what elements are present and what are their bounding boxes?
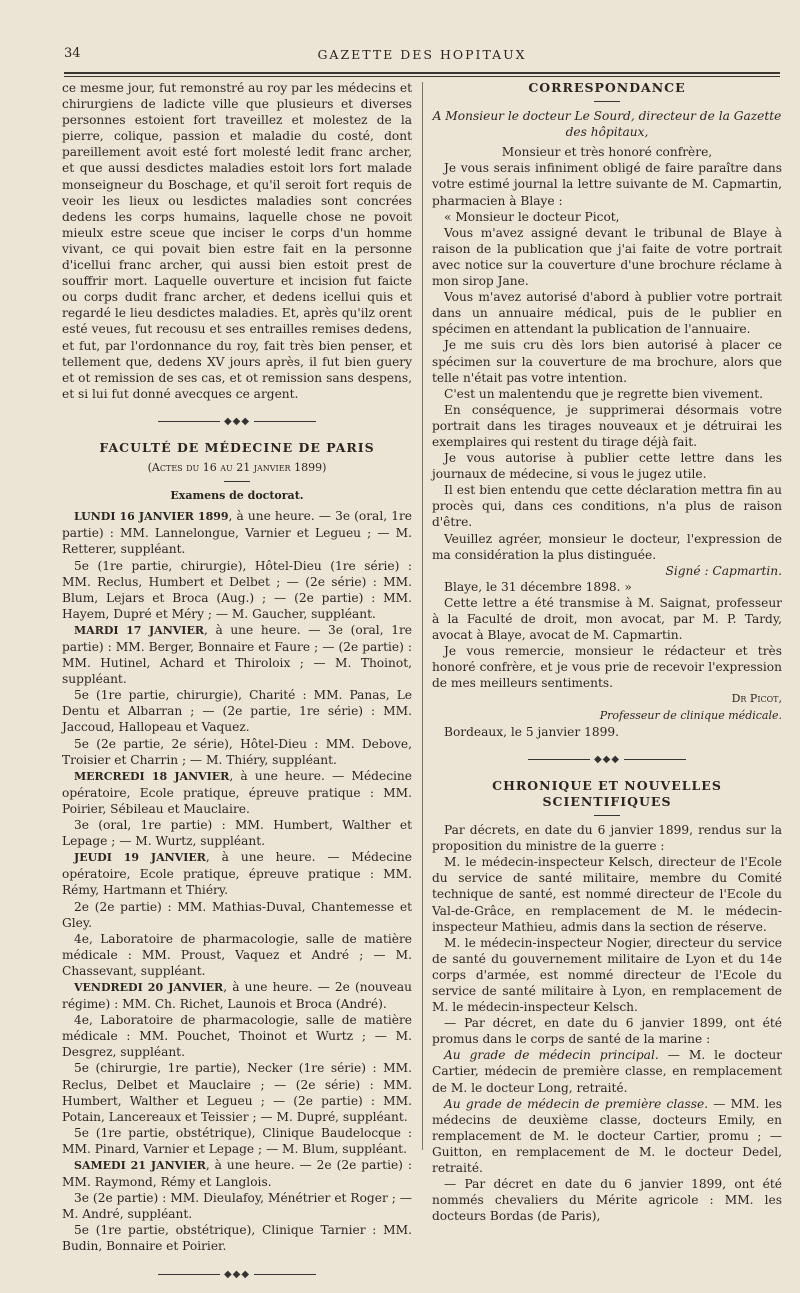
exam-text: , à une heure. — 2e (2e partie) : MM. Raymond, Rémy et Langlois. — [62, 1158, 412, 1190]
exam-text: 5e (1re partie, obstétrique), Clinique Tarnier : MM. Budin, Bonnaire et Poirier. — [62, 1223, 412, 1254]
paragraph: M. le médecin-inspecteur Nogier, directeur du service de santé du gouvernement militaire de Lyon et du 14e corps d'armée, est nommé directeur de l'Ecole du service de santé militaire à Lyon, en remplacement de M. le médecin-inspecteur Kelsch. — [432, 935, 782, 1015]
exams-heading: Examens de doctorat. — [170, 489, 304, 503]
exam-text: , à une heure. — 3e (oral, 1re partie) : MM. Lannelongue, Varnier et Legueu ; — M. Retterer, suppléant. — [62, 509, 412, 557]
exam-entry — [62, 736, 412, 768]
chronicle-heading: CHRONIQUE ET NOUVELLES SCIENTIFIQUES — [492, 777, 722, 809]
ornament-divider: ◆◆◆ — [62, 414, 412, 430]
page-header — [64, 46, 780, 66]
paragraph: — Par décret, en date du 6 janvier 1899, ont été promus dans le corps de santé de la marine : — [432, 1016, 782, 1047]
paragraph: Je me suis cru dès lors bien autorisé à placer ce spécimen sur la couverture de ma brochure, alors que telle n'était pas votre intention. — [432, 338, 782, 385]
exam-text: , à une heure. — 2e (nouveau régime) : MM. Ch. Richet, Launois et Broca (André). — [62, 979, 412, 1012]
exam-text: 2e (2e partie) : MM. Mathias-Duval, Chantemesse et Gley. — [62, 899, 412, 930]
page-number: 34 — [64, 46, 81, 61]
paragraph: Je vous autorise à publier cette lettre dans les journaux de médecine, si vous le jugez utile. — [432, 451, 782, 482]
grade-label-1: Au grade de médecin principal. — [444, 1048, 659, 1063]
short-rule — [594, 815, 620, 816]
exam-entry — [62, 622, 412, 687]
chronicle-body — [432, 822, 782, 1047]
faculty-heading: FACULTÉ DE MÉDECINE DE PARIS — [99, 439, 375, 455]
exam-text: 5e (chirurgie, 1re partie), Necker (1re série) : MM. Reclus, Delbet et Mauclaire ; — (2e série) : MM. Humbert, Walther et Legueu ; — (2e partie) : MM. Potain, Lancereaux et Teissier ; — M. Dupré, suppléant. — [62, 1061, 412, 1124]
exam-text: , à une heure. — 3e (oral, 1re partie) : MM. Berger, Bonnaire et Faure ; — (2e partie) : MM. Hutinel, Achard et Thiroloix ; — M. Thoinot, suppléant. — [62, 622, 412, 687]
exam-entry — [62, 1125, 412, 1157]
exam-entry — [62, 687, 412, 735]
paragraph: Il est bien entendu que cette déclaration mettra fin au procès qui, dans ces conditions, n'a plus de raison d'être. — [432, 483, 782, 530]
exam-text: , à une heure. — Médecine opératoire, Ecole pratique, épreuve pratique : MM. Poirier, Sébileau et Mauclaire. — [62, 768, 412, 816]
paragraph: Veuillez agréer, monsieur le docteur, l'expression de ma considération la plus distinguée. — [432, 531, 782, 562]
exam-entry — [62, 1222, 412, 1254]
exam-entry — [62, 508, 412, 557]
exam-entry — [62, 1060, 412, 1124]
paragraph: En conséquence, je supprimerai désormais votre portrait dans les tirages nouveaux et je détruirai les exemplaires qui restent du tirage déjà fait. — [432, 402, 782, 449]
exam-entry — [62, 768, 412, 817]
exam-text: 4e, Laboratoire de pharmacologie, salle de matière médicale : MM. Pouchet, Thoinot et Wurtz ; — M. Desgrez, suppléant. — [62, 1013, 412, 1060]
paragraph: Cette lettre a été transmise à M. Saignat, professeur à la Faculté de droit, mon avocat, par M. P. Tardy, avocat à Blaye, avocat de M. Capmartin. — [432, 595, 782, 643]
exam-text: 3e (2e partie) : MM. Dieulafoy, Ménétrier et Roger ; — M. André, suppléant. — [62, 1191, 412, 1222]
exam-entry — [62, 849, 412, 898]
exam-day: SAMEDI 21 JANVIER — [74, 1159, 206, 1172]
publication-title: GAZETTE DES HOPITAUX — [317, 47, 527, 62]
exam-entry — [62, 817, 412, 849]
grade-text-1: — M. le docteur Cartier, médecin de première classe, en remplacement de M. le docteur Long, retraité. — [432, 1048, 782, 1095]
letter-place-date: Blaye, le 31 décembre 1898. » — [444, 579, 632, 594]
short-rule — [224, 481, 250, 482]
exam-text: 5e (1re partie, chirurgie), Charité : MM. Panas, Le Dentu et Albarran ; — (2e partie, 1re série) : MM. Jaccoud, Hallopeau et Vaquez. — [62, 688, 412, 735]
exam-text: 3e (oral, 1re partie) : MM. Humbert, Walther et Lepage ; — M. Wurtz, suppléant. — [62, 818, 412, 849]
exam-entry — [62, 1190, 412, 1222]
paragraph: Par décrets, en date du 6 janvier 1899, rendus sur la proposition du ministre de la guerre : — [432, 823, 782, 854]
right-column — [432, 80, 782, 1224]
paragraph: Vous m'avez autorisé d'abord à publier votre portrait dans un annuaire médical, puis de le publier en spécimen en attendant la publication de l'annuaire. — [432, 290, 782, 337]
paragraph: Vous m'avez assigné devant le tribunal de Blaye à raison de la publication que j'ai faite de votre portrait avec notice sur la couverture d'une brochure réclame à mon sirop Jane. — [432, 225, 782, 289]
signature-picot: Dr Picot, — [731, 692, 782, 706]
exam-entry — [62, 558, 412, 622]
letter-place-date-2: Bordeaux, le 5 janvier 1899. — [444, 724, 619, 739]
paragraph: M. le médecin-inspecteur Kelsch, directeur de l'Ecole du service de santé militaire, membre du Comité technique de santé, est nommé directeur de l'Ecole du Val-de-Grâce, en remplacement de M. le médecin-inspecteur Mathieu, admis dans la section de réserve. — [432, 855, 782, 934]
header-rule-thin — [64, 76, 780, 77]
exam-entries — [62, 508, 412, 1254]
historical-text: ce mesme jour, fut remonstré au roy par les médecins et chirurgiens de ladicte ville que plusieurs et diverses personnes estoient fort traveillez et molestez de la pierre, colique, passion et maladie du costé, dont pareillement avoit esté fort molesté ledit franc archer, et que aussi desdictes maladies estoit lors fort malade monseigneur du Boschage, et qu'il seroit fort requis de veoir les lieux ou lesdictes maladies sont concrées dedens les corps humains, laquelle chose ne povoit mieulx estre sceue que inciser le corps d'un homme vivant, ce qui povait bien estre fait en la personne d'icellui franc archer, qui aussi bien estoit prest de souffrir mort. Laquelle ouverture et incision fut faicte ou corps dudit franc archer, et dedens icellui quis et regardé le lieu desdictes maladies. Et, après qu'ilz orent esté veues, fut recousu et ses entrailles remises dedens, et fut, par l'ordonnance du roy, fait très bien penser, et tellement que, dedens XV jours après, il fut bien guery et ot remission de ses cas, et ot remission sans despens, et si lui fut donné avecques ce argent. — [62, 81, 412, 401]
grade-paragraph-2 — [432, 1096, 782, 1176]
exam-entry — [62, 1012, 412, 1060]
chronicle-last-paragraph: — Par décret en date du 6 janvier 1899, ont été nommés chevaliers du Mérite agricole : MM. les docteurs Bordas (de Paris), — [432, 1177, 782, 1224]
short-rule — [594, 101, 620, 102]
grade-label-2: Au grade de médecin de première classe. — [444, 1096, 709, 1111]
grade-paragraph-1 — [432, 1047, 782, 1095]
faculty-subheading: (Actes du 16 au 21 janvier 1899) — [147, 461, 327, 475]
ornament-divider: ◆◆◆ — [62, 1267, 412, 1283]
letter-address: A Monsieur le docteur Le Sourd, directeur de la Gazette des hôpitaux, — [432, 109, 782, 140]
exam-text: 5e (1re partie, obstétrique), Clinique Baudelocque : MM. Pinard, Varnier et Lepage ; — M. Blum, suppléant. — [62, 1125, 412, 1156]
exam-day: VENDREDI 20 JANVIER — [74, 980, 224, 994]
letter-salutation: Monsieur et très honoré confrère, — [501, 145, 713, 160]
letter-body-2 — [432, 595, 782, 692]
paragraph: Je vous remercie, monsieur le rédacteur et très honoré confrère, et je vous prie de recevoir l'expression de mes meilleurs sentiments. — [432, 644, 782, 691]
exam-text: 4e, Laboratoire de pharmacologie, salle de matière médicale : MM. Proust, Vaquez et André ; — M. Chassevant, suppléant. — [62, 931, 412, 978]
exam-entry — [62, 899, 412, 931]
paragraph: Je vous serais infiniment obligé de faire paraître dans votre estimé journal la lettre suivante de M. Capmartin, pharmacien à Blaye : — [432, 161, 782, 208]
exam-entry — [62, 931, 412, 979]
signature-capmartin: Signé : Capmartin. — [665, 563, 782, 578]
exam-day: MARDI 17 JANVIER — [74, 623, 204, 637]
exam-text: , à une heure. — Médecine opératoire, Ecole pratique, épreuve pratique : MM. Rémy, Hartmann et Thiéry. — [62, 850, 412, 898]
exam-day: LUNDI 16 JANVIER 1899 — [74, 510, 229, 524]
column-divider — [422, 82, 423, 1150]
header-rule-thick — [64, 72, 780, 74]
exam-text: 5e (2e partie, 2e série), Hôtel-Dieu : MM. Debove, Troisier et Charrin ; — M. Thiéry, suppléant. — [62, 736, 412, 767]
paragraph: « Monsieur le docteur Picot, — [444, 209, 620, 224]
letter-body — [432, 160, 782, 562]
exam-day: JEUDI 19 JANVIER — [74, 851, 206, 865]
signature-picot-role: Professeur de clinique médicale. — [599, 708, 782, 722]
grade-text-2: — MM. les médecins de deuxième classe, docteurs Emily, en remplacement de M. le docteur Cartier, promu ; — Guitton, en remplacement de M. le docteur Dedel, retraité. — [432, 1096, 782, 1175]
exam-day: MERCREDI 18 JANVIER — [74, 769, 230, 783]
left-column — [62, 80, 412, 1293]
paragraph: C'est un malentendu que je regrette bien vivement. — [444, 386, 764, 401]
correspondence-heading: CORRESPONDANCE — [528, 80, 686, 95]
exam-entry — [62, 979, 412, 1012]
ornament-divider: ◆◆◆ — [432, 752, 782, 768]
exam-text: 5e (1re partie, chirurgie), Hôtel-Dieu (1re série) : MM. Reclus, Humbert et Delbet ; — (2e série) : MM. Blum, Lejars et Broca (Aug.) ; — (2e partie) : MM. Hayem, Dupré et Méry ; — M. Gaucher, suppléant. — [62, 558, 412, 621]
